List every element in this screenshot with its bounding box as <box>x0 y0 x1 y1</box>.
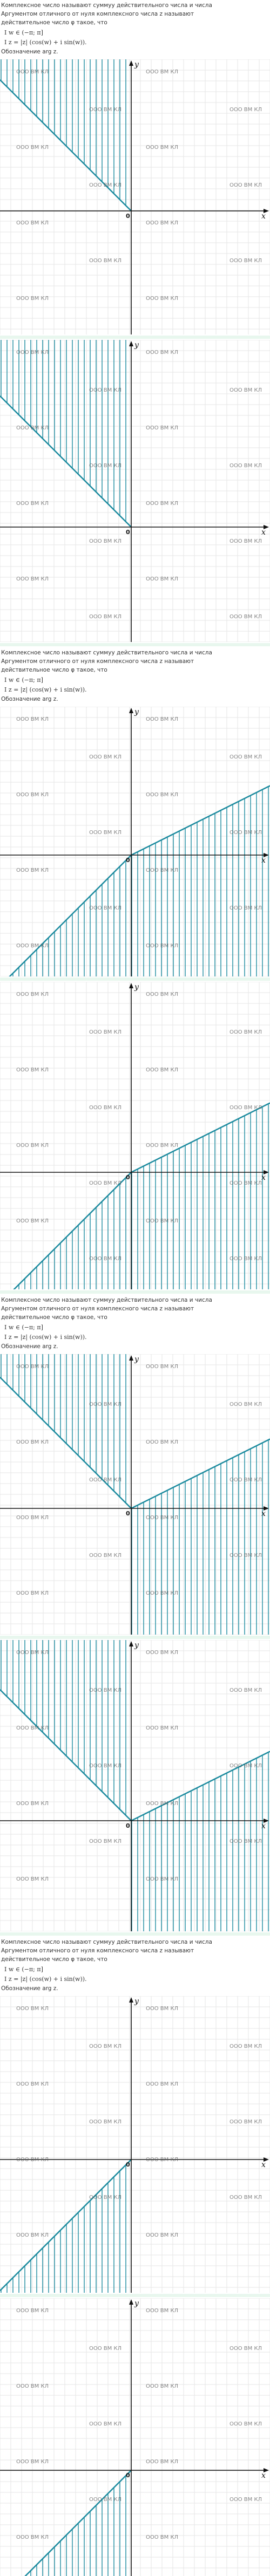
watermark-stamp: ООО ВМ КЛ <box>16 792 49 798</box>
watermark-stamp: ООО ВМ КЛ <box>146 145 179 151</box>
watermark-stamp: ООО ВМ КЛ <box>16 425 49 431</box>
watermark-stamp: ООО ВМ КЛ <box>16 1876 49 1882</box>
y-axis-label: y <box>134 2299 139 2308</box>
arg-definition-text: Аргументом отличного от нуля комплексного числа z называют <box>1 11 194 17</box>
watermark-stamp: ООО ВМ КЛ <box>230 387 262 393</box>
panel-7 <box>0 1937 270 2293</box>
watermark-stamp: ООО ВМ КЛ <box>89 463 122 469</box>
watermark-stamp: ООО ВМ КЛ <box>146 1364 179 1370</box>
origin-label: 0 <box>126 1174 130 1181</box>
condition-phi-range: I w ∈ (−π; π] <box>4 677 43 684</box>
watermark-stamp: ООО ВМ КЛ <box>146 2232 179 2238</box>
plot-area <box>0 982 270 1289</box>
watermark-stamp: ООО ВМ КЛ <box>89 258 122 264</box>
watermark-stamp: ООО ВМ КЛ <box>89 1256 122 1262</box>
watermark-stamp: ООО ВМ КЛ <box>16 2232 49 2238</box>
real-definition-text: действительное число φ такое, что <box>1 1956 107 1963</box>
origin-label: 0 <box>126 2161 130 2168</box>
watermark-stamp: ООО ВМ КЛ <box>146 2006 179 2012</box>
boundary-ray-left <box>0 1172 131 1289</box>
watermark-stamp: ООО ВМ КЛ <box>16 296 49 302</box>
watermark-stamp: ООО ВМ КЛ <box>146 2383 179 2389</box>
watermark-stamp: ООО ВМ КЛ <box>146 1218 179 1224</box>
watermark-stamp: ООО ВМ КЛ <box>146 1650 179 1656</box>
watermark-stamp: ООО ВМ КЛ <box>146 501 179 507</box>
watermark-stamp: ООО ВМ КЛ <box>230 905 262 911</box>
y-axis-label: y <box>134 983 139 992</box>
watermark-stamp: ООО ВМ КЛ <box>89 754 122 760</box>
watermark-stamp: ООО ВМ КЛ <box>89 182 122 188</box>
intro-text: Комплексное число называют суммуу действительного числа и числа <box>1 650 212 656</box>
x-axis-label: x <box>261 2161 266 2169</box>
watermark-stamp: ООО ВМ КЛ <box>89 905 122 911</box>
grid-lines <box>0 59 270 334</box>
watermark-stamp: ООО ВМ КЛ <box>230 2195 262 2201</box>
shaded-region <box>1 1640 268 1931</box>
arg-definition-text: Аргументом отличного от нуля комплексного числа z называют <box>1 658 194 665</box>
watermark-stamp: ООО ВМ КЛ <box>89 1029 122 1035</box>
watermark-stamp: ООО ВМ КЛ <box>230 107 262 113</box>
watermark-stamp: ООО ВМ КЛ <box>146 350 179 356</box>
watermark-stamp: ООО ВМ КЛ <box>230 1180 262 1186</box>
origin-label: 0 <box>126 1822 130 1829</box>
arg-definition-text: Аргументом отличного от нуля комплексного числа z называют <box>1 1306 194 1312</box>
watermark-stamp: ООО ВМ КЛ <box>16 1650 49 1656</box>
watermark-stamp: ООО ВМ КЛ <box>16 1143 49 1149</box>
watermark-stamp: ООО ВМ КЛ <box>89 614 122 620</box>
watermark-stamp: ООО ВМ КЛ <box>89 2421 122 2427</box>
watermark-stamp: ООО ВМ КЛ <box>16 220 49 226</box>
panel-divider <box>0 2294 270 2297</box>
intro-text: Комплексное число называют суммуу действительного числа и числа <box>1 2 212 9</box>
watermark-stamp: ООО ВМ КЛ <box>89 2044 122 2049</box>
watermark-stamp: ООО ВМ КЛ <box>16 2157 49 2163</box>
watermark-stamp: ООО ВМ КЛ <box>16 1218 49 1224</box>
watermark-stamp: ООО ВМ КЛ <box>146 576 179 582</box>
condition-trig-form: I z = |z| (cos(w) + i sin(w)). <box>4 39 87 46</box>
watermark-stamp: ООО ВМ КЛ <box>230 2421 262 2427</box>
x-axis-label: x <box>261 856 266 865</box>
watermark-stamp: ООО ВМ КЛ <box>89 538 122 544</box>
watermark-stamp: ООО ВМ КЛ <box>89 1105 122 1111</box>
panel-2 <box>0 340 270 642</box>
watermark-stamp: ООО ВМ КЛ <box>146 2534 179 2540</box>
x-axis-label: x <box>261 1509 266 1518</box>
y-axis-label: y <box>134 341 139 350</box>
watermark-stamp: ООО ВМ КЛ <box>146 1143 179 1149</box>
notation-label: Обозначение arg z. <box>1 1343 58 1350</box>
x-axis-label: x <box>261 2471 266 2480</box>
panel-divider <box>0 643 270 646</box>
panel-3 <box>0 647 270 976</box>
watermark-stamp: ООО ВМ КЛ <box>16 2006 49 2012</box>
watermark-stamp: ООО ВМ КЛ <box>89 2119 122 2125</box>
watermark-stamp: ООО ВМ КЛ <box>230 1029 262 1035</box>
panel-1 <box>0 0 270 334</box>
watermark-stamp: ООО ВМ КЛ <box>89 2195 122 2201</box>
watermark-stamp: ООО ВМ КЛ <box>89 2497 122 2503</box>
watermark-stamp: ООО ВМ КЛ <box>89 1402 122 1407</box>
watermark-stamp: ООО ВМ КЛ <box>16 2459 49 2465</box>
grid-lines <box>0 1996 270 2293</box>
watermark-stamp: ООО ВМ КЛ <box>89 1687 122 1693</box>
watermark-stamp: ООО ВМ КЛ <box>89 830 122 836</box>
watermark-stamp: ООО ВМ КЛ <box>16 576 49 582</box>
watermark-stamp: ООО ВМ КЛ <box>16 1801 49 1807</box>
watermark-stamp: ООО ВМ КЛ <box>16 1515 49 1521</box>
watermark-stamp: ООО ВМ КЛ <box>146 1876 179 1882</box>
x-axis-label: x <box>261 212 266 221</box>
watermark-stamp: ООО ВМ КЛ <box>230 538 262 544</box>
watermark-stamp: ООО ВМ КЛ <box>146 69 179 75</box>
watermark-stamp: ООО ВМ КЛ <box>146 1515 179 1521</box>
watermark-stamp: ООО ВМ КЛ <box>89 1763 122 1769</box>
watermark-stamp: ООО ВМ КЛ <box>230 1687 262 1693</box>
watermark-stamp: ООО ВМ КЛ <box>16 2383 49 2389</box>
watermark-stamp: ООО ВМ КЛ <box>146 1067 179 1073</box>
y-axis-label: y <box>134 1641 139 1650</box>
origin-label: 0 <box>126 2472 130 2479</box>
real-definition-text: действительное число φ такое, что <box>1 667 107 673</box>
condition-phi-range: I w ∈ (−π; π] <box>4 1966 43 1973</box>
watermark-stamp: ООО ВМ КЛ <box>146 1801 179 1807</box>
watermark-stamp: ООО ВМ КЛ <box>230 258 262 264</box>
panel-5 <box>0 1295 270 1635</box>
watermark-stamp: ООО ВМ КЛ <box>146 296 179 302</box>
x-axis-label: x <box>261 1173 266 1182</box>
watermark-stamp: ООО ВМ КЛ <box>146 867 179 873</box>
panel-divider <box>0 978 270 981</box>
watermark-stamp: ООО ВМ КЛ <box>230 830 262 836</box>
watermark-stamp: ООО ВМ КЛ <box>16 1067 49 1073</box>
watermark-stamp: ООО ВМ КЛ <box>230 754 262 760</box>
origin-label: 0 <box>126 857 130 864</box>
plot-area <box>0 340 270 642</box>
arg-definition-text: Аргументом отличного от нуля комплексного числа z называют <box>1 1948 194 1954</box>
watermark-stamp: ООО ВМ КЛ <box>16 867 49 873</box>
y-axis-label: y <box>134 708 139 716</box>
plot-area <box>0 1640 270 1931</box>
watermark-stamp: ООО ВМ КЛ <box>89 1839 122 1844</box>
watermark-stamp: ООО ВМ КЛ <box>230 2119 262 2125</box>
condition-phi-range: I w ∈ (−π; π] <box>4 29 43 36</box>
watermark-stamp: ООО ВМ КЛ <box>230 1477 262 1483</box>
watermark-stamp: ООО ВМ КЛ <box>230 1105 262 1111</box>
condition-trig-form: I z = |z| (cos(w) + i sin(w)). <box>4 1976 87 1983</box>
watermark-stamp: ООО ВМ КЛ <box>16 1364 49 1370</box>
watermark-stamp: ООО ВМ КЛ <box>89 1477 122 1483</box>
watermark-stamp: ООО ВМ КЛ <box>16 2534 49 2540</box>
real-definition-text: действительное число φ такое, что <box>1 19 107 26</box>
watermark-stamp: ООО ВМ КЛ <box>146 992 179 997</box>
grid-lines <box>0 340 270 642</box>
watermark-stamp: ООО ВМ КЛ <box>89 1553 122 1559</box>
grid-lines <box>0 707 270 976</box>
grid-lines <box>0 1640 270 1931</box>
intro-text: Комплексное число называют суммуу действительного числа и числа <box>1 1939 212 1945</box>
watermark-stamp: ООО ВМ КЛ <box>230 1763 262 1769</box>
watermark-stamp: ООО ВМ КЛ <box>146 1590 179 1596</box>
plot-area <box>0 59 270 334</box>
boundary-ray-left <box>0 2470 131 2576</box>
watermark-stamp: ООО ВМ КЛ <box>230 1839 262 1844</box>
watermark-stamp: ООО ВМ КЛ <box>146 2308 179 2314</box>
origin-label: 0 <box>126 213 130 220</box>
origin-label: 0 <box>126 529 130 536</box>
notation-label: Обозначение arg z. <box>1 1985 58 1992</box>
watermark-stamp: ООО ВМ КЛ <box>146 716 179 722</box>
panel-8 <box>0 2298 270 2576</box>
y-axis-label: y <box>134 1355 139 1364</box>
panel-divider <box>0 1636 270 1639</box>
grid-lines <box>0 982 270 1289</box>
watermark-stamp: ООО ВМ КЛ <box>146 1439 179 1445</box>
watermark-stamp: ООО ВМ КЛ <box>16 1590 49 1596</box>
origin-label: 0 <box>126 1510 130 1517</box>
watermark-stamp: ООО ВМ КЛ <box>16 2308 49 2314</box>
watermark-stamp: ООО ВМ КЛ <box>16 1725 49 1731</box>
panel-6 <box>0 1640 270 1931</box>
watermark-stamp: ООО ВМ КЛ <box>230 2044 262 2049</box>
condition-trig-form: I z = |z| (cos(w) + i sin(w)). <box>4 1334 87 1341</box>
condition-phi-range: I w ∈ (−π; π] <box>4 1324 43 1331</box>
watermark-stamp: ООО ВМ КЛ <box>230 1402 262 1407</box>
panel-divider <box>0 336 270 339</box>
watermark-stamp: ООО ВМ КЛ <box>16 69 49 75</box>
watermark-stamp: ООО ВМ КЛ <box>16 501 49 507</box>
watermark-stamp: ООО ВМ КЛ <box>146 1725 179 1731</box>
watermark-stamp: ООО ВМ КЛ <box>230 2346 262 2352</box>
watermark-stamp: ООО ВМ КЛ <box>16 1439 49 1445</box>
watermark-stamp: ООО ВМ КЛ <box>230 2497 262 2503</box>
y-axis-label: y <box>134 60 139 69</box>
watermark-stamp: ООО ВМ КЛ <box>89 1180 122 1186</box>
intro-text: Комплексное число называют суммуу действительного числа и числа <box>1 1297 212 1303</box>
panel-divider <box>0 1932 270 1936</box>
watermark-stamp: ООО ВМ КЛ <box>146 2081 179 2087</box>
x-axis-label: x <box>261 528 266 537</box>
notation-label: Обозначение arg z. <box>1 696 58 702</box>
real-definition-text: действительное число φ такое, что <box>1 1314 107 1321</box>
watermark-stamp: ООО ВМ КЛ <box>230 182 262 188</box>
watermark-stamp: ООО ВМ КЛ <box>89 2346 122 2352</box>
boundary-ray-right <box>131 1103 270 1173</box>
watermark-stamp: ООО ВМ КЛ <box>230 1553 262 1559</box>
watermark-stamp: ООО ВМ КЛ <box>16 716 49 722</box>
watermark-stamp: ООО ВМ КЛ <box>230 614 262 620</box>
panel-divider <box>0 1290 270 1294</box>
watermark-stamp: ООО ВМ КЛ <box>89 387 122 393</box>
watermark-stamp: ООО ВМ КЛ <box>89 107 122 113</box>
watermark-stamp: ООО ВМ КЛ <box>146 943 179 949</box>
watermark-stamp: ООО ВМ КЛ <box>230 463 262 469</box>
boundary-ray-right <box>131 1439 270 1509</box>
boundary-ray-right <box>131 1752 270 1821</box>
watermark-stamp: ООО ВМ КЛ <box>146 220 179 226</box>
watermark-stamp: ООО ВМ КЛ <box>146 2459 179 2465</box>
watermark-stamp: ООО ВМ КЛ <box>230 1256 262 1262</box>
y-axis-label: y <box>134 1997 139 2006</box>
watermark-stamp: ООО ВМ КЛ <box>16 350 49 356</box>
watermark-stamp: ООО ВМ КЛ <box>16 943 49 949</box>
plot-area <box>0 707 270 976</box>
notation-label: Обозначение arg z. <box>1 49 58 55</box>
panel-4 <box>0 982 270 1289</box>
watermark-stamp: ООО ВМ КЛ <box>16 992 49 997</box>
boundary-ray-left <box>0 2160 131 2291</box>
watermark-stamp: ООО ВМ КЛ <box>146 2157 179 2163</box>
watermark-stamp: ООО ВМ КЛ <box>16 145 49 151</box>
condition-trig-form: I z = |z| (cos(w) + i sin(w)). <box>4 686 87 693</box>
plot-area <box>0 1996 270 2293</box>
watermark-stamp: ООО ВМ КЛ <box>146 792 179 798</box>
watermark-stamp: ООО ВМ КЛ <box>146 425 179 431</box>
x-axis-label: x <box>261 1822 266 1830</box>
watermark-stamp: ООО ВМ КЛ <box>16 2081 49 2087</box>
